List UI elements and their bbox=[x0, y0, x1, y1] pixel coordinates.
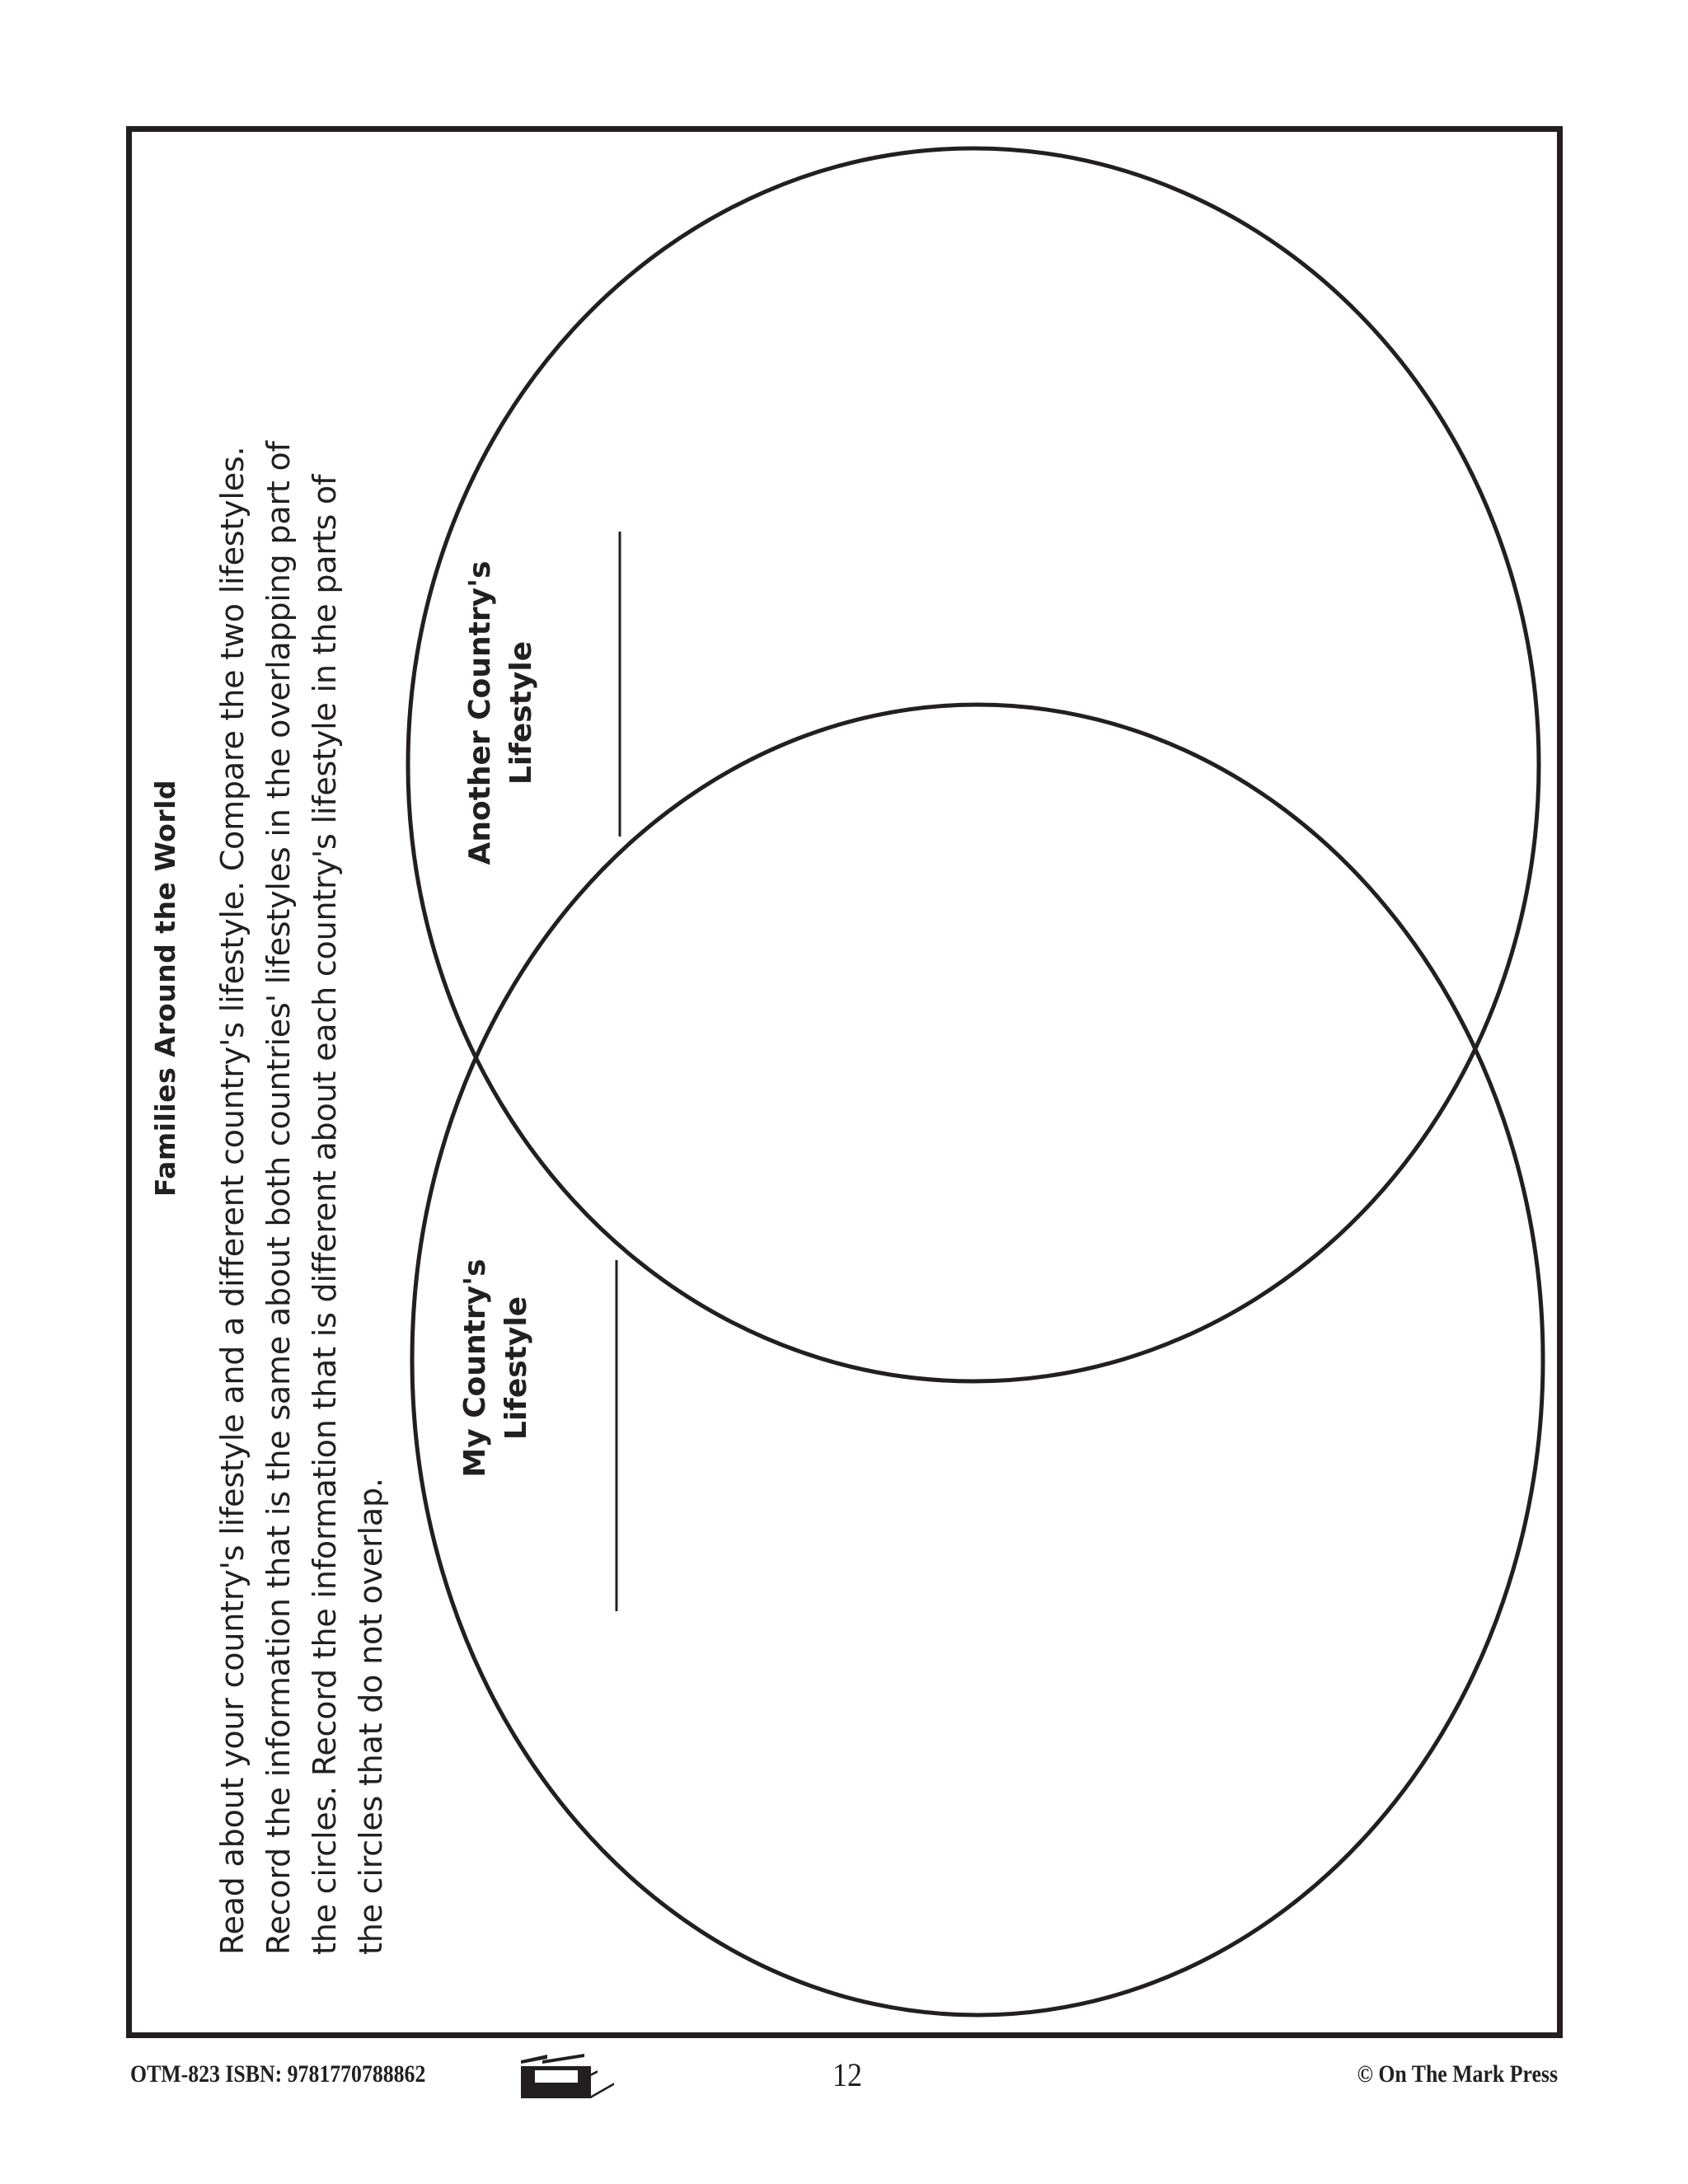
page-number: 12 bbox=[832, 2056, 862, 2093]
venn-circle-my-country bbox=[412, 705, 1543, 2015]
instruction-line: Read about your country's lifestyle and a different country's lifestyle. Compare the two lifestyles. bbox=[214, 446, 251, 1955]
footer-code-isbn: OTM-823 ISBN: 9781770788862 bbox=[130, 2060, 426, 2088]
title-gap bbox=[185, 189, 209, 1955]
instruction-line: Record the information that is the same about both countries' lifestyles in the overlapping part of bbox=[260, 441, 297, 1955]
label-another-country-line2: Lifestyle bbox=[504, 640, 538, 785]
label-another-country-line1: Another Country's bbox=[463, 560, 497, 865]
label-my-country-line2: Lifestyle bbox=[499, 1296, 533, 1441]
photocopier-icon bbox=[518, 2052, 621, 2103]
label-another-country bbox=[460, 499, 542, 927]
worksheet-title: Families Around the World bbox=[149, 779, 181, 1197]
venn-circle-another-country bbox=[408, 148, 1539, 1381]
label-my-country bbox=[455, 1154, 537, 1582]
instruction-line: the circles. Record the information that is different about each country's lifestyle in the parts of bbox=[307, 474, 343, 1955]
instructions-block bbox=[147, 189, 394, 1955]
label-my-country-line1: My Country's bbox=[458, 1258, 492, 1478]
footer-copyright: © On The Mark Press bbox=[1357, 2060, 1558, 2088]
instruction-line: the circles that do not overlap. bbox=[353, 1478, 389, 1955]
